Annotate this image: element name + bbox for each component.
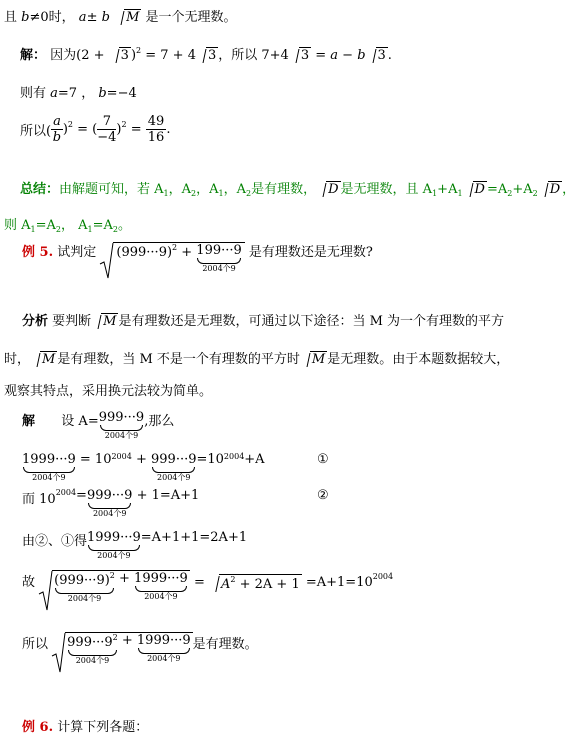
solution-line-5: 故 $(999\cdot\cdot\cdot 9)^2$ 2004个9 + 1999···9 2004个9 = $A^2 + 2A + 1 =A+1=10^{2004}$ (22, 570, 393, 604)
example-5: 例 5. 试判定 $(999\cdot\cdot\cdot 9)^2$ + 199···9 2004个9 是有理数还是无理数? (22, 242, 373, 274)
line-2: 解： 因为(2 + 3 )$^2$ = 7 + 4 3 ，所以 7+4 3 = a − b 3 . (20, 46, 392, 63)
summary-line: 总结：由解题可知，若 $A_1$，$A_2$，$A_1$，$A_2$是有理数， D 是无理数，且 $A_1+A_1$ $D =A_2+A_2$ D ， (20, 182, 575, 198)
solution-line-6: 所以 $999\cdot\cdot\cdot 9^2$ 2004个9 + 1999···9 2004个9 是有理数。 (22, 632, 258, 666)
analysis-line-2: 时， M 是有理数，当 M 不是一个有理数的平方时 M 是无理数。由于本题数据较大， (4, 352, 510, 367)
solution-line-4: 由②、①得 1999···9 2004个9 =A+1+1=2A+1 (22, 530, 248, 560)
equation-marker-2: ② (317, 488, 329, 503)
example-6: 例 6. 计算下列各题： (22, 720, 149, 735)
equation-marker-1: ① (317, 452, 329, 467)
line-4: 所以( $\frac{a}{b}$ )$^2$ = ( $\frac{7}{-4}$ )$^2$ = $\frac{49}{16}$ . (20, 114, 171, 145)
sqrt-m: M (114, 9, 141, 25)
summary-line-2: 则 $A_1=A_2$， $A_1=A_2$。 (4, 218, 132, 234)
analysis-line-1: 分析 要判断 M 是有理数还是无理数，可通过以下途径：当 M 为一个有理数的平方 (22, 314, 505, 329)
solution-line-1: 解 设 A= 999···9 2004个9 ,那么 (22, 410, 175, 440)
analysis-line-3: 观察其特点，采用换元法较为简单。 (4, 384, 213, 399)
line-3: 则有 a=7 ， b=−4 (20, 86, 137, 101)
sqrt-expression: $(999\cdot\cdot\cdot 9)^2$ + 199···9 2004个9 (100, 242, 244, 274)
solution-line-2: 1999···9 2004个9 = $10^{2004}$ + 999···9 2004个9 $=10^{2004}+A$ ① (22, 452, 329, 482)
line-1: 且 b≠0时， a± b M 是一个无理数。 (4, 10, 237, 25)
solution-line-3: 而 $10^{2004}=$ 999···9 2004个9 + 1=A+1 ② (22, 488, 329, 518)
